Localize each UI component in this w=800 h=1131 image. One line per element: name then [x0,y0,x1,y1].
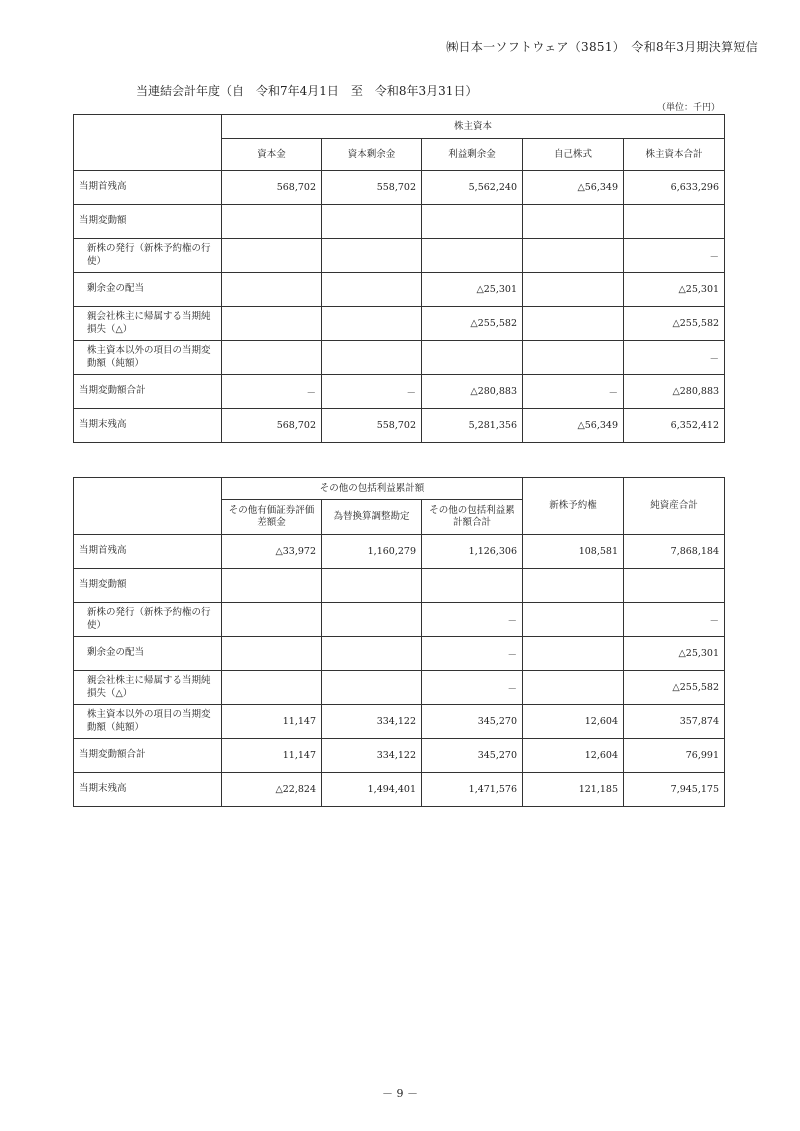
column-header: 利益剰余金 [422,139,523,171]
cell: 7,868,184 [624,535,725,569]
cell: △25,301 [422,273,523,307]
cell: △280,883 [422,375,523,409]
row-label: 当期末残高 [74,773,222,807]
company-name: ㈱日本一ソフトウェア（3851） [446,40,620,54]
cell: 6,352,412 [624,409,725,443]
cell [322,307,422,341]
column-header: 純資産合計 [624,478,725,535]
cell [322,569,422,603]
table-row [74,409,725,443]
table-row [74,535,725,569]
cell: 1,126,306 [422,535,523,569]
cell: △25,301 [624,273,725,307]
cell: 121,185 [523,773,624,807]
table-row [74,603,725,637]
cell: 1,494,401 [322,773,422,807]
row-label: 当期変動額 [74,569,222,603]
table-row [74,773,725,807]
table-row [74,239,725,273]
row-label: 当期変動額合計 [74,375,222,409]
cell: △280,883 [624,375,725,409]
row-label: 剰余金の配当 [74,637,222,671]
cell: 334,122 [322,705,422,739]
column-header: その他の包括利益累計額合計 [422,500,523,535]
cell [523,205,624,239]
cell [222,341,322,375]
cell: △33,972 [222,535,322,569]
cell [422,239,523,273]
cell: △255,582 [624,307,725,341]
table-row [74,205,725,239]
cell [523,239,624,273]
table-row [74,671,725,705]
cell [523,637,624,671]
cell: 334,122 [322,739,422,773]
cell [322,603,422,637]
shareholders-equity-table [73,114,725,443]
cell [523,307,624,341]
cell: 1,160,279 [322,535,422,569]
cell [624,205,725,239]
row-label: 株主資本以外の項目の当期変動額（純額） [74,341,222,375]
cell [222,603,322,637]
group-header: その他の包括利益累計額 [222,478,523,500]
row-label: 株主資本以外の項目の当期変動額（純額） [74,705,222,739]
cell [222,205,322,239]
cell: 357,874 [624,705,725,739]
row-label: 親会社株主に帰属する当期純損失（△） [74,671,222,705]
cell [624,569,725,603]
cell [222,307,322,341]
cell: 568,702 [222,409,322,443]
cell [322,341,422,375]
table-row [74,569,725,603]
cell: △56,349 [523,171,624,205]
column-header: 資本剰余金 [322,139,422,171]
cell: 568,702 [222,171,322,205]
cell: 12,604 [523,705,624,739]
cell [523,341,624,375]
row-label: 親会社株主に帰属する当期純損失（△） [74,307,222,341]
comprehensive-income-table [73,477,725,807]
cell [523,273,624,307]
column-header: 為替換算調整勘定 [322,500,422,535]
cell: 1,471,576 [422,773,523,807]
report-header [446,38,758,55]
cell: 11,147 [222,739,322,773]
cell [222,671,322,705]
row-label: 新株の発行（新株予約権の行使） [74,239,222,273]
cell: 11,147 [222,705,322,739]
table-row [74,341,725,375]
row-label: 新株の発行（新株予約権の行使） [74,603,222,637]
row-label: 当期末残高 [74,409,222,443]
cell [523,603,624,637]
cell: △255,582 [422,307,523,341]
cell: － [422,637,523,671]
row-header-corner [74,115,222,171]
row-label: 当期首残高 [74,535,222,569]
cell: － [624,239,725,273]
cell [222,637,322,671]
cell: 12,604 [523,739,624,773]
cell: － [322,375,422,409]
column-header: 新株予約権 [523,478,624,535]
cell: 7,945,175 [624,773,725,807]
cell: － [422,671,523,705]
column-header: 自己株式 [523,139,624,171]
report-title: 令和8年3月期決算短信 [631,40,758,54]
cell: 345,270 [422,705,523,739]
cell [523,569,624,603]
cell [322,637,422,671]
cell [222,273,322,307]
cell: 108,581 [523,535,624,569]
cell: 76,991 [624,739,725,773]
column-header: その他有価証券評価差額金 [222,500,322,535]
column-header: 株主資本合計 [624,139,725,171]
table-row [74,273,725,307]
cell [422,205,523,239]
cell [322,239,422,273]
cell: 558,702 [322,171,422,205]
cell: － [422,603,523,637]
column-header: 資本金 [222,139,322,171]
cell [422,569,523,603]
cell: 6,633,296 [624,171,725,205]
row-label: 当期変動額合計 [74,739,222,773]
cell [523,671,624,705]
cell: 5,281,356 [422,409,523,443]
cell [222,239,322,273]
page-number: － 9 － [382,1087,418,1100]
row-label: 当期首残高 [74,171,222,205]
cell: △255,582 [624,671,725,705]
cell [322,273,422,307]
cell: △25,301 [624,637,725,671]
cell: 558,702 [322,409,422,443]
table-row [74,171,725,205]
cell: 5,562,240 [422,171,523,205]
cell [322,205,422,239]
table-row [74,705,725,739]
cell: 345,270 [422,739,523,773]
cell: － [222,375,322,409]
table-row [74,637,725,671]
cell [322,671,422,705]
cell: － [523,375,624,409]
row-header-corner [74,478,222,535]
period-title: 当連結会計年度（自 令和7年4月1日 至 令和8年3月31日） [136,84,478,98]
group-header: 株主資本 [222,115,725,139]
cell: △56,349 [523,409,624,443]
table-row [74,307,725,341]
row-label: 当期変動額 [74,205,222,239]
row-label: 剰余金の配当 [74,273,222,307]
table-row [74,739,725,773]
cell: － [624,603,725,637]
unit-label: （単位：千円） [656,103,720,113]
cell: － [624,341,725,375]
cell [422,341,523,375]
cell [222,569,322,603]
table-row [74,375,725,409]
cell: △22,824 [222,773,322,807]
